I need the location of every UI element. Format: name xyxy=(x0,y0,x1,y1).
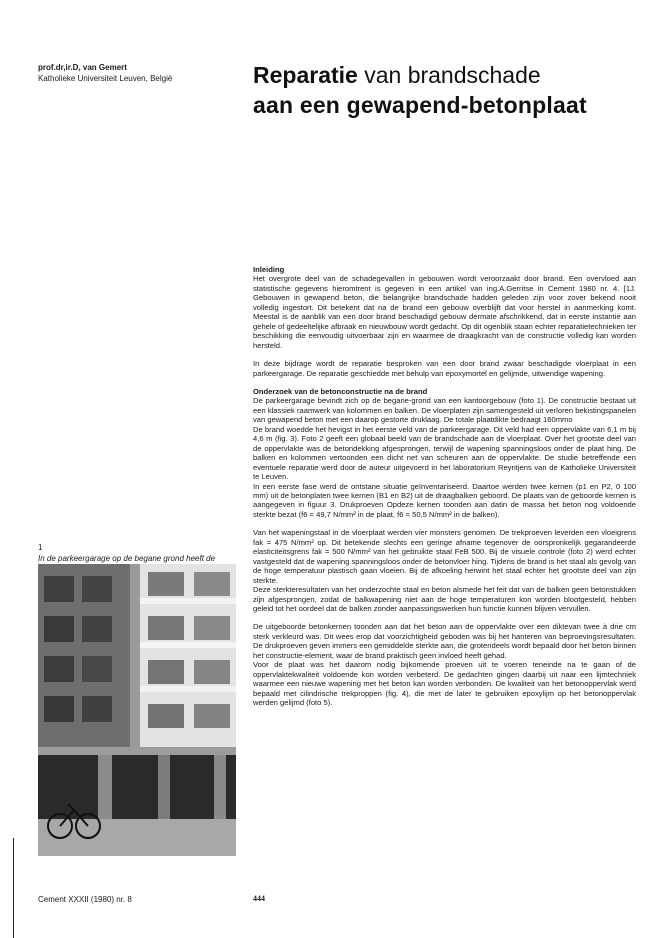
title-bold-word: Reparatie xyxy=(253,62,358,88)
author-block xyxy=(38,62,238,84)
paragraph: De brand woedde het hevigst in het eerste veld van de parkeergarage. Dit veld had een oppervlakte van 6,1 m bij 4,6 m (fig. 3). Foto 2 geeft een globaal beeld van de brandschade aan de vloerplaat. Over het grootste deel van de oppervlakte was de betondekking afgesprongen, terwijl de wapening spanningsloos onder de plaat hing. De balken en kolommen vertoonden een dicht net van scheuren aan de oppervlakte. De studie betreffende een eventuele reparatie werd door de auteur uitgevoerd in het laboratorium Reyntjens van de Katholieke Universiteit te Leuven. xyxy=(253,424,636,482)
author-affiliation: Katholieke Universiteit Leuven, België xyxy=(38,74,173,83)
building-photo xyxy=(38,564,236,856)
figure-caption-text: In de parkeergarage op de begane grond heeft de xyxy=(38,553,216,563)
paragraph: De parkeergarage bevindt zich op de begane-grond van een kantoorgebouw (foto 1). De constructie bestaat uit een klassiek raamwerk van kolommen en balken. De vloerplaten zijn samengesteld uit verloren bekistingspanelen van gewapend beton met een daarop gestorte druklaag. De totale plaatdikte bedraagt 160mmo xyxy=(253,396,636,425)
paragraph: Van het wapeningstaal in de vloerplaat werden vier monsters genomen. De trekproeven leverden een vloeigrens fak = 475 N/mm² op. Dit betekende slechts een geringe afname tegenover de oorspronkelijk gegarandeerde elasticiteitsgrens fak = 500 N/mm² van het gebruikte staal FeB 500. Bij de visuele controle (foto 2) werd echter vastgesteld dat de wapening spanningsloos onder de betonvloer hing. Tijdens de brand is het staal als gevolg van de hoge temperatuur plastisch gaan vloeien. Bij de afkoeling herwint het staal echter het grootste deel van zijn sterkte. xyxy=(253,528,636,585)
page-number: 444 xyxy=(253,894,265,903)
section-heading-inleiding: Inleiding xyxy=(253,265,285,274)
paragraph: Voor de plaat was het daarom nodig bijkomende proeven uit te voeren teneinde na te gaan of de oppervlaktekwaliteit voldoende kon worden verbeterd. De gedachten gingen daarbij uit naar een lijmtechniek waarmee een nieuwe wapening met het beton kan worden verbonden. De kwaliteit van het betonoppervlak werd bepaald met cilindrische trekproppen (fig. 4), die met de later te gebruiken epoxylijm op het betonoppervlak werden gelijmd (foto 5). xyxy=(253,660,636,708)
section-heading-onderzoek: Onderzoek van de betonconstructie na de brand xyxy=(253,386,428,396)
article-title xyxy=(253,60,653,120)
article-body xyxy=(253,265,636,716)
author-name: prof.dr,ir.D, van Gemert xyxy=(38,63,127,72)
paragraph: Deze sterkteresultaten van het onderzochte staal en beton alsmede het feit dat van de balken geen betonstukken zijn afgesprongen, zodat de balkwapening niet aan de hoge temperaturen kon worden blootgesteld, hebben geleid tot het oordeel dat de balken zonder aanpassingswerken hun functie kunnen blijven vervullen. xyxy=(253,585,636,613)
journal-footer: Cement XXXII (1980) nr. 8 xyxy=(38,895,132,904)
paragraph: Het overgrote deel van de schadegevallen in gebouwen wordt veroorzaakt door brand. Een overvloed aan statistische gegevens hieromtrent is gegeven in een artikel van ing.A.Gerritse in Cement 1980 nr. 4. [1J. Gebouwen in gewapend beton, die belangrijke brandschade hadden geleden zijn voor zover bekend nooit volledig ingestort. Dit betekent dat na de brand een gebouw overblijft dat voor herstel in aanmerking komt. Meestal is de aanblik van een door brand beschadigd gebouw dermate afschrikkend, dat in eerste instantie aan gehele of gedeeltelijke afbraak en nieuwbouw wordt gedacht. Op dit ogenblik staan echter reparatietechnieken ter beschikking die eenvoudig uitvoerbaar zijn en waarmee de draagkracht van de constructie volledig kan worden hersteld. xyxy=(253,274,636,350)
figure-number: 1 xyxy=(38,543,43,552)
title-line1-rest: van brandschade xyxy=(357,62,541,88)
paragraph: In deze bijdrage wordt de reparatie besproken van een door brand zwaar beschadigde vloerplaat in een parkeergarage. De reparatie geschiedde met behulp van epoxymortel en gelijmde, uitwendige wapening. xyxy=(253,359,636,378)
paragraph: De uitgeboorde betonkernen toonden aan dat het beton aan de oppervlakte over een diktevan twee à drie cm sterk verkleurd was. Dit wees erop dat voorzichtigheid geboden was bij het hanteren van beproevingsresultaten. De drukproeven geven immers een gemiddelde sterkte aan, die grotendeels wordt bepaald door het beton binnen het constructie-element, waar de brand praktisch geen invloed heeft gehad. xyxy=(253,622,636,660)
paragraph: In een eerste fase werd de ontstane situatie geïnventariseerd. Daartoe werden twee kernen (p1 en P2, 0 100 mm) uit de betonplaten twee kernen (B1 en B2) uit de draagbalken geboord. De plaats van de geboorde kernen is aangegeven in figuur 3. Drukproeven Opdeze kernen toonden aan datin de massa het beton nog voldoende sterkte bezat (f6 = 49,7 N/mm² in de plaat, f6 = 50,5 N/mm² in de balken). xyxy=(253,481,636,519)
title-line2: aan een gewapend-betonplaat xyxy=(253,92,587,118)
margin-rule xyxy=(13,838,14,938)
